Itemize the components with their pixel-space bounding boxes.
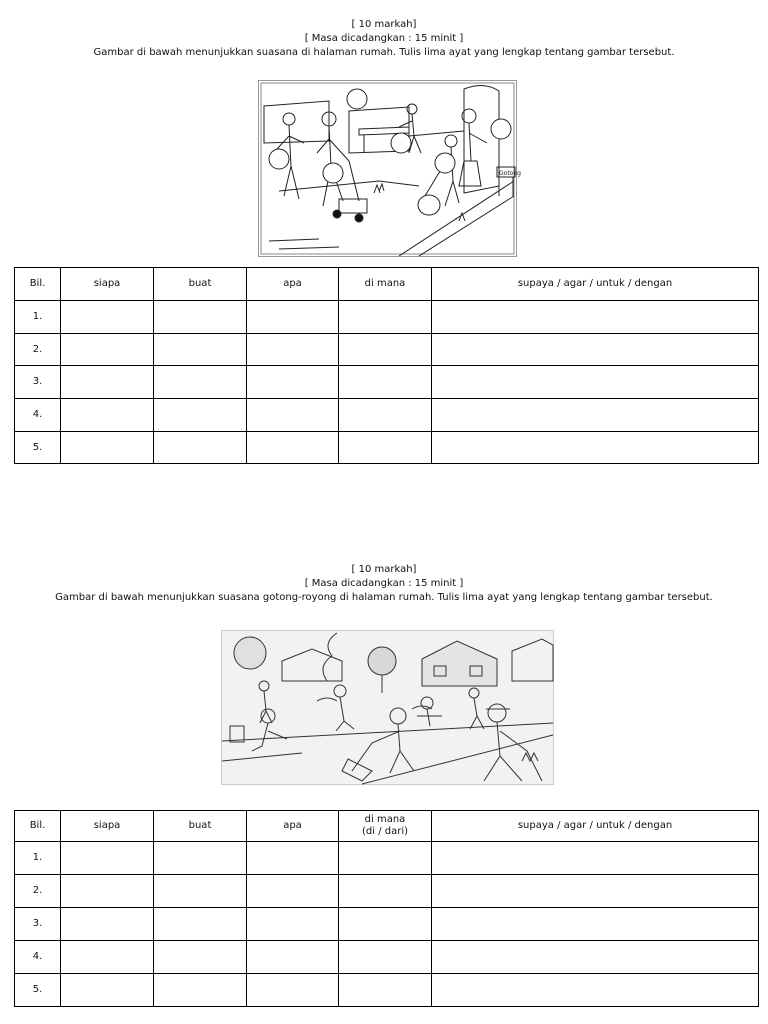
header-bil: Bil. xyxy=(15,268,61,301)
answer-cell[interactable] xyxy=(339,366,432,399)
answer-cell[interactable] xyxy=(61,941,154,974)
row-number: 4. xyxy=(15,399,61,432)
answer-cell[interactable] xyxy=(61,334,154,366)
table-row xyxy=(15,301,759,334)
table-row xyxy=(15,334,759,366)
answer-cell[interactable] xyxy=(339,842,432,875)
gotong-royong-drawing xyxy=(222,631,553,784)
answer-cell[interactable] xyxy=(247,432,339,464)
table-header-row xyxy=(15,811,759,842)
instruction-text: Gambar di bawah menunjukkan suasana di halaman rumah. Tulis lima ayat yang lengkap tentang gambar tersebut. xyxy=(93,47,675,58)
answer-cell[interactable] xyxy=(432,399,759,432)
answer-table-2 xyxy=(14,810,759,1007)
row-number: 2. xyxy=(15,875,61,908)
table-row xyxy=(15,842,759,875)
header-buat: buat xyxy=(154,268,247,301)
table-row xyxy=(15,941,759,974)
row-number: 3. xyxy=(15,366,61,399)
row-number: 3. xyxy=(15,908,61,941)
answer-cell[interactable] xyxy=(339,974,432,1007)
header-apa: apa xyxy=(247,811,339,842)
header-siapa: siapa xyxy=(61,268,154,301)
answer-cell[interactable] xyxy=(61,908,154,941)
table-row xyxy=(15,875,759,908)
gotong-royong-illustration xyxy=(221,630,554,785)
answer-cell[interactable] xyxy=(154,301,247,334)
answer-cell[interactable] xyxy=(61,301,154,334)
answer-cell[interactable] xyxy=(247,875,339,908)
table-row xyxy=(15,366,759,399)
answer-cell[interactable] xyxy=(154,974,247,1007)
table-row xyxy=(15,432,759,464)
header-buat: buat xyxy=(154,811,247,842)
row-number: 4. xyxy=(15,941,61,974)
answer-cell[interactable] xyxy=(339,334,432,366)
header-di-mana: di mana xyxy=(339,268,432,301)
row-number: 5. xyxy=(15,432,61,464)
table-row xyxy=(15,399,759,432)
answer-cell[interactable] xyxy=(61,974,154,1007)
answer-cell[interactable] xyxy=(339,875,432,908)
header-di-mana-label: di mana xyxy=(364,814,406,825)
answer-cell[interactable] xyxy=(339,908,432,941)
answer-cell[interactable] xyxy=(247,334,339,366)
marks-label: [ 10 markah] xyxy=(351,19,417,30)
answer-cell[interactable] xyxy=(432,875,759,908)
time-label: [ Masa dicadangkan : 15 minit ] xyxy=(304,578,464,589)
answer-cell[interactable] xyxy=(339,941,432,974)
row-number: 1. xyxy=(15,301,61,334)
answer-cell[interactable] xyxy=(432,334,759,366)
answer-cell[interactable] xyxy=(247,842,339,875)
header-bil: Bil. xyxy=(15,811,61,842)
header-di-mana-sub: (di / dari) xyxy=(361,826,409,837)
marks-label: [ 10 markah] xyxy=(351,564,417,575)
row-number: 2. xyxy=(15,334,61,366)
answer-cell[interactable] xyxy=(432,941,759,974)
answer-cell[interactable] xyxy=(247,399,339,432)
time-label: [ Masa dicadangkan : 15 minit ] xyxy=(304,33,464,44)
answer-cell[interactable] xyxy=(154,399,247,432)
header-supaya: supaya / agar / untuk / dengan xyxy=(432,268,759,301)
answer-cell[interactable] xyxy=(61,366,154,399)
instruction-text: Gambar di bawah menunjukkan suasana gotong-royong di halaman rumah. Tulis lima ayat yang lengkap tentang gambar tersebut. xyxy=(55,592,713,603)
header-di-mana xyxy=(339,811,432,842)
house-yard-drawing xyxy=(259,81,521,256)
answer-cell[interactable] xyxy=(154,334,247,366)
answer-cell[interactable] xyxy=(61,842,154,875)
table-header-row xyxy=(15,268,759,301)
answer-cell[interactable] xyxy=(339,432,432,464)
table-row xyxy=(15,974,759,1007)
table-row xyxy=(15,908,759,941)
answer-cell[interactable] xyxy=(339,399,432,432)
answer-cell[interactable] xyxy=(61,432,154,464)
answer-table-1 xyxy=(14,267,759,464)
house-yard-illustration xyxy=(258,80,521,257)
answer-cell[interactable] xyxy=(154,875,247,908)
answer-cell[interactable] xyxy=(432,908,759,941)
answer-cell[interactable] xyxy=(154,842,247,875)
header-supaya: supaya / agar / untuk / dengan xyxy=(432,811,759,842)
row-number: 5. xyxy=(15,974,61,1007)
answer-cell[interactable] xyxy=(154,941,247,974)
answer-cell[interactable] xyxy=(247,301,339,334)
answer-cell[interactable] xyxy=(61,399,154,432)
answer-cell[interactable] xyxy=(432,974,759,1007)
answer-cell[interactable] xyxy=(432,366,759,399)
answer-cell[interactable] xyxy=(432,301,759,334)
answer-cell[interactable] xyxy=(247,908,339,941)
answer-cell[interactable] xyxy=(247,366,339,399)
answer-cell[interactable] xyxy=(247,941,339,974)
answer-cell[interactable] xyxy=(154,432,247,464)
answer-cell[interactable] xyxy=(154,908,247,941)
answer-cell[interactable] xyxy=(247,974,339,1007)
sign-text: Gotong xyxy=(499,170,521,177)
header-apa: apa xyxy=(247,268,339,301)
answer-cell[interactable] xyxy=(61,875,154,908)
row-number: 1. xyxy=(15,842,61,875)
answer-cell[interactable] xyxy=(339,301,432,334)
header-siapa: siapa xyxy=(61,811,154,842)
answer-cell[interactable] xyxy=(432,432,759,464)
answer-cell[interactable] xyxy=(432,842,759,875)
answer-cell[interactable] xyxy=(154,366,247,399)
